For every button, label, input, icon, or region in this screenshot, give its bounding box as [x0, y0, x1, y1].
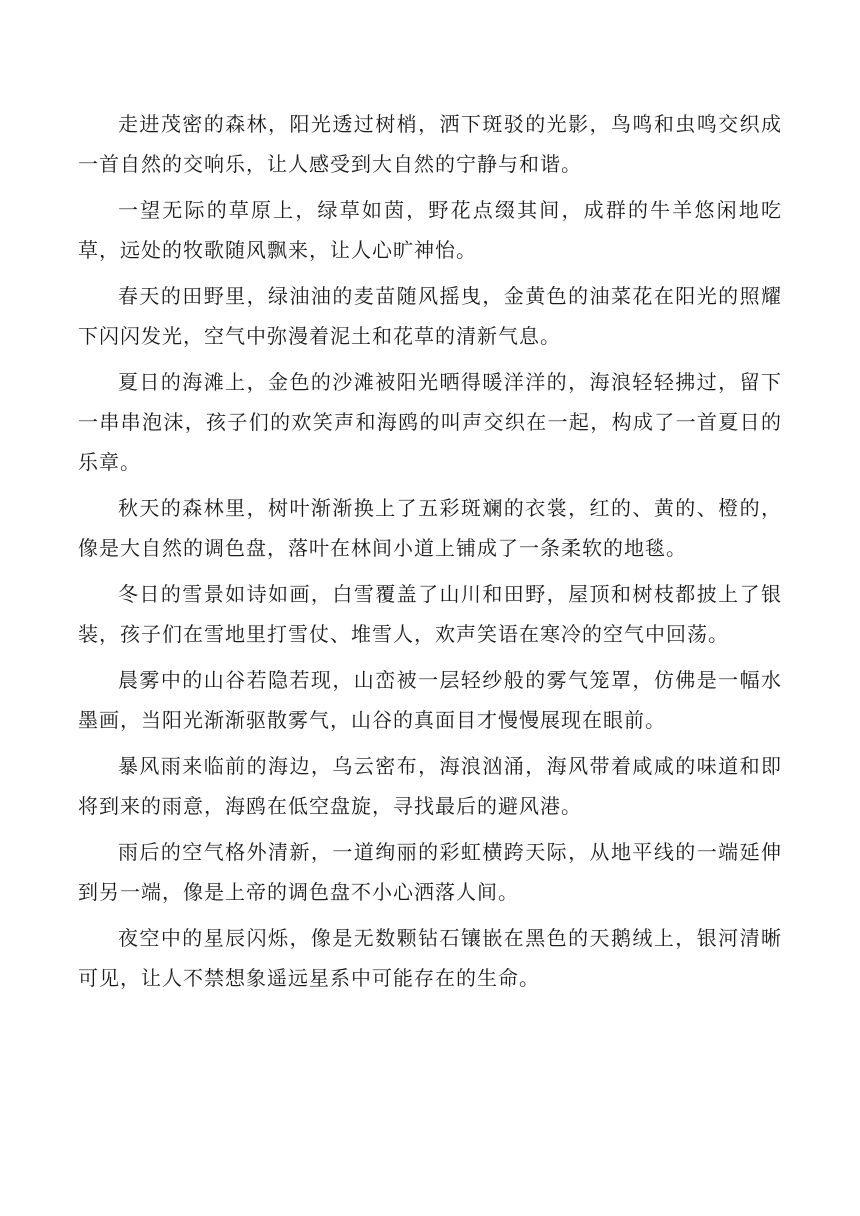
paragraph-summer-beach: 夏日的海滩上，金色的沙滩被阳光晒得暖洋洋的，海浪轻轻拂过，留下一串串泡沫，孩子们的欢笑声和海鸥的叫声交织在一起，构成了一首夏日的乐章。 — [78, 370, 782, 474]
paragraph-morning-mist: 晨雾中的山谷若隐若现，山峦被一层轻纱般的雾气笼罩，仿佛是一幅水墨画，当阳光渐渐驱散雾气，山谷的真面目才慢慢展现在眼前。 — [78, 668, 782, 732]
paragraph-storm-seaside: 暴风雨来临前的海边，乌云密布，海浪汹涌，海风带着咸咸的味道和即将到来的雨意，海鸥在低空盘旋，寻找最后的避风港。 — [78, 754, 782, 818]
paragraph-rainbow: 雨后的空气格外清新，一道绚丽的彩虹横跨天际，从地平线的一端延伸到另一端，像是上帝的调色盘不小心洒落人间。 — [78, 840, 782, 904]
document-page — [78, 104, 782, 998]
paragraph-forest: 走进茂密的森林，阳光透过树梢，洒下斑驳的光影，鸟鸣和虫鸣交织成一首自然的交响乐，让人感受到大自然的宁静与和谐。 — [78, 112, 782, 176]
paragraph-grassland: 一望无际的草原上，绿草如茵，野花点缀其间，成群的牛羊悠闲地吃草，远处的牧歌随风飘来，让人心旷神怡。 — [78, 198, 782, 262]
paragraph-autumn-forest: 秋天的森林里，树叶渐渐换上了五彩斑斓的衣裳，红的、黄的、橙的，像是大自然的调色盘，落叶在林间小道上铺成了一条柔软的地毯。 — [78, 496, 782, 560]
paragraph-winter-snow: 冬日的雪景如诗如画，白雪覆盖了山川和田野，屋顶和树枝都披上了银装，孩子们在雪地里打雪仗、堆雪人，欢声笑语在寒冷的空气中回荡。 — [78, 582, 782, 646]
paragraph-night-sky: 夜空中的星辰闪烁，像是无数颗钻石镶嵌在黑色的天鹅绒上，银河清晰可见，让人不禁想象遥远星系中可能存在的生命。 — [78, 926, 782, 990]
paragraph-spring-fields: 春天的田野里，绿油油的麦苗随风摇曳，金黄色的油菜花在阳光的照耀下闪闪发光，空气中弥漫着泥土和花草的清新气息。 — [78, 284, 782, 348]
